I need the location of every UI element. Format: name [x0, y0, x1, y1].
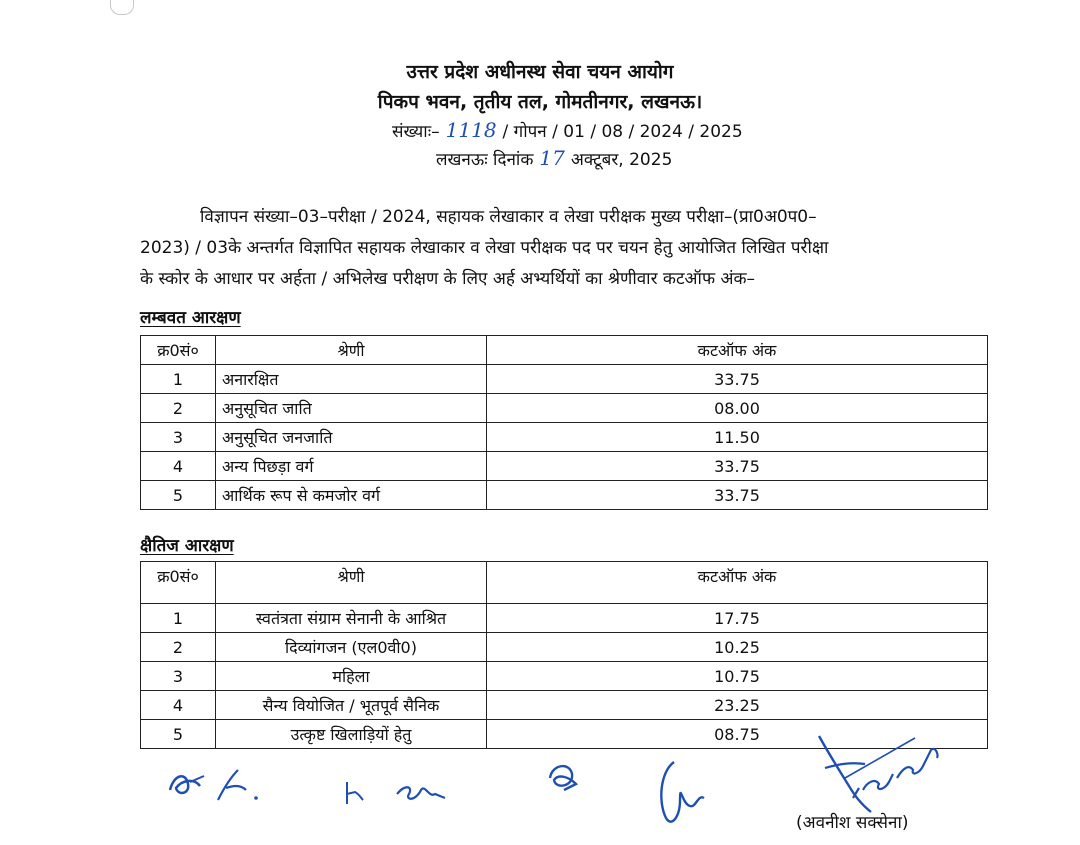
- main-signature: [805, 728, 955, 823]
- cell-cutoff: 23.25: [487, 691, 988, 720]
- scan-corner-mark: [110, 0, 134, 15]
- cell-category: अन्य पिछड़ा वर्ग: [216, 452, 487, 481]
- cell-category: सैन्य वियोजित / भूतपूर्व सैनिक: [216, 691, 487, 720]
- cell-cutoff: 11.50: [487, 423, 988, 452]
- signatory-name: (अवनीश सक्सेना): [796, 813, 909, 833]
- table-row: [141, 662, 988, 691]
- header-serial: क्र0सं०: [141, 562, 216, 604]
- cell-category: आर्थिक रूप से कमजोर वर्ग: [216, 481, 487, 510]
- cell-serial: 1: [141, 604, 216, 633]
- cell-serial: 2: [141, 394, 216, 423]
- table-row: [141, 691, 988, 720]
- paragraph-line: के स्कोर के आधार पर अर्हता / अभिलेख परीक्षण के लिए अर्ह अभ्यर्थियों का श्रेणीवार कटऑफ अंक–: [140, 269, 756, 289]
- cell-category: अनुसूचित जनजाति: [216, 423, 487, 452]
- cell-serial: 4: [141, 691, 216, 720]
- table-row: [141, 394, 988, 423]
- header-category: श्रेणी: [216, 562, 487, 604]
- initials-signature-3: [538, 756, 588, 806]
- paragraph-line: 2023) / 03के अन्तर्गत विज्ञापित सहायक लेखाकार व लेखा परीक्षक पद पर चयन हेतु आयोजित लिखित परीक्षा: [140, 238, 829, 258]
- table-header-row: [141, 562, 988, 604]
- initials-signature-1: [160, 760, 270, 810]
- cell-cutoff: 10.75: [487, 662, 988, 691]
- cell-serial: 3: [141, 423, 216, 452]
- cell-category: महिला: [216, 662, 487, 691]
- cell-cutoff: 33.75: [487, 365, 988, 394]
- horizontal-reservation-title: क्षैतिज आरक्षण: [140, 536, 234, 556]
- cell-category: उत्कृष्ट खिलाड़ियों हेतु: [216, 720, 487, 749]
- initials-signature-2: [335, 772, 465, 812]
- table-row: [141, 452, 988, 481]
- cell-serial: 5: [141, 720, 216, 749]
- table-row: [141, 365, 988, 394]
- cell-cutoff: 10.25: [487, 633, 988, 662]
- date-prefix: लखनऊः दिनांक: [436, 150, 534, 170]
- cell-cutoff: 08.75: [487, 720, 988, 749]
- reference-number: [392, 118, 743, 142]
- table-row: [141, 481, 988, 510]
- ref-prefix: संख्याः–: [392, 122, 440, 142]
- issue-date: [436, 146, 672, 170]
- cell-serial: 4: [141, 452, 216, 481]
- table-header-row: [141, 336, 988, 365]
- table-row: [141, 633, 988, 662]
- ref-suffix: / गोपन / 01 / 08 / 2024 / 2025: [502, 122, 743, 142]
- cell-category: अनारक्षित: [216, 365, 487, 394]
- header-serial: क्र0सं०: [141, 336, 216, 365]
- commission-name: उत्तर प्रदेश अधीनस्थ सेवा चयन आयोग: [406, 61, 674, 83]
- date-day-handwritten: 17: [539, 146, 565, 170]
- cell-serial: 5: [141, 481, 216, 510]
- vertical-cutoff-table: [140, 335, 988, 510]
- cell-serial: 3: [141, 662, 216, 691]
- cell-category: अनुसूचित जाति: [216, 394, 487, 423]
- notice-paragraph: [140, 202, 988, 295]
- table-row: [141, 423, 988, 452]
- cell-serial: 2: [141, 633, 216, 662]
- date-suffix: अक्टूबर, 2025: [570, 150, 673, 170]
- header-cutoff: कटऑफ अंक: [487, 562, 988, 604]
- cell-cutoff: 08.00: [487, 394, 988, 423]
- vertical-reservation-title: लम्बवत आरक्षण: [140, 308, 241, 328]
- cell-category: स्वतंत्रता संग्राम सेनानी के आश्रित: [216, 604, 487, 633]
- cell-category: दिव्यांगजन (एल0वी0): [216, 633, 487, 662]
- cell-cutoff: 17.75: [487, 604, 988, 633]
- cell-serial: 1: [141, 365, 216, 394]
- table-row: [141, 604, 988, 633]
- cell-cutoff: 33.75: [487, 481, 988, 510]
- header-category: श्रेणी: [216, 336, 487, 365]
- commission-address: पिकप भवन, तृतीय तल, गोमतीनगर, लखनऊ।: [377, 91, 703, 113]
- ref-number-handwritten: 1118: [445, 118, 497, 142]
- paragraph-line: विज्ञापन संख्या–03–परीक्षा / 2024, सहायक लेखाकार व लेखा परीक्षक मुख्य परीक्षा–(प्रा0अ0प0–: [200, 207, 817, 227]
- cell-cutoff: 33.75: [487, 452, 988, 481]
- header-cutoff: कटऑफ अंक: [487, 336, 988, 365]
- initials-signature-4: [650, 752, 730, 832]
- horizontal-cutoff-table: [140, 561, 988, 749]
